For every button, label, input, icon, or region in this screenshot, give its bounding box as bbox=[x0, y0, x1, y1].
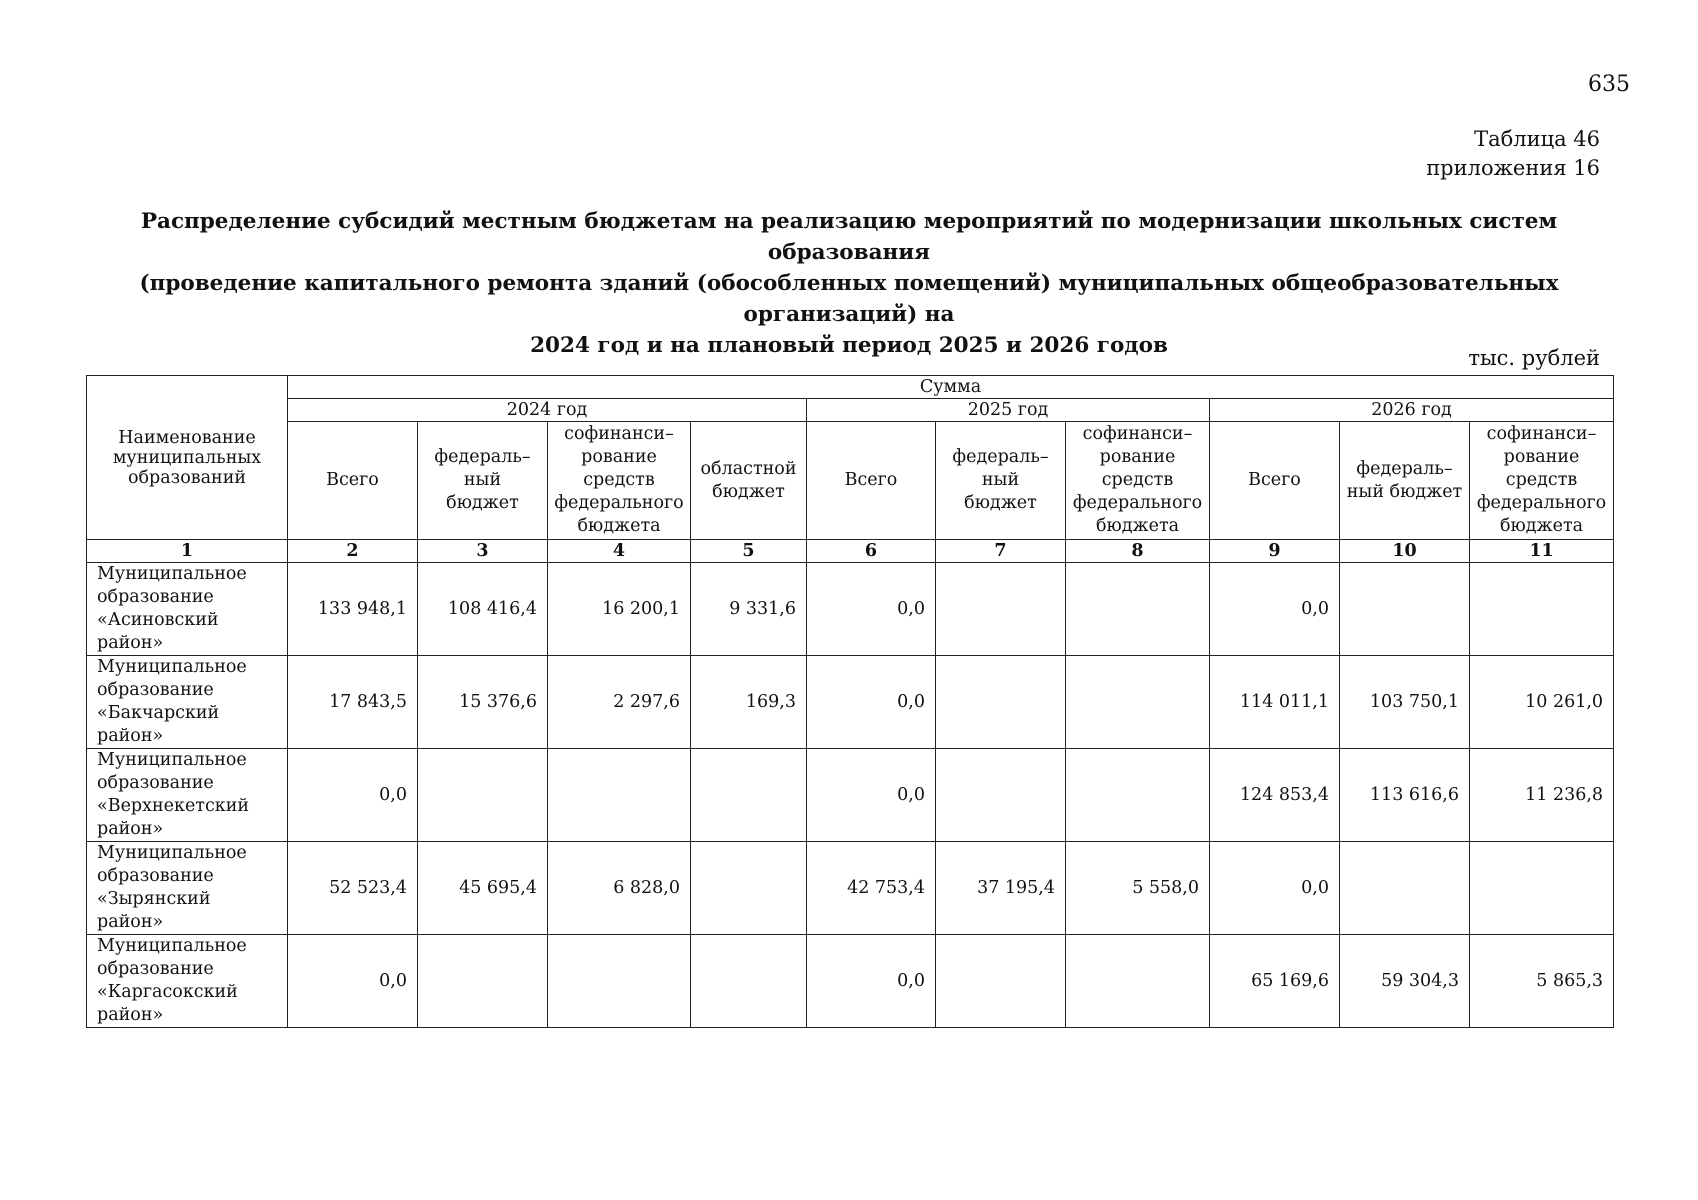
header-col-3 bbox=[418, 422, 548, 540]
name-line: Муниципальное bbox=[97, 843, 247, 863]
table-ref-line: приложения 16 bbox=[1426, 156, 1600, 180]
title-line: 2024 год и на плановый период 2025 и 2026 годов bbox=[530, 333, 1168, 358]
table-ref-line: Таблица 46 bbox=[1474, 127, 1600, 151]
value-cell bbox=[691, 935, 807, 1028]
subsidy-table bbox=[86, 375, 1614, 1028]
municipality-name bbox=[87, 935, 288, 1028]
value-cell bbox=[418, 749, 548, 842]
header-line: средств bbox=[1101, 470, 1174, 490]
municipality-name bbox=[87, 563, 288, 656]
units-label: тыс. рублей bbox=[1468, 346, 1600, 370]
header-line: образований bbox=[127, 467, 247, 488]
value-cell: 42 753,4 bbox=[807, 842, 936, 935]
value-cell bbox=[548, 935, 691, 1028]
value-cell: 37 195,4 bbox=[936, 842, 1066, 935]
table-row bbox=[87, 842, 1614, 935]
document-title bbox=[70, 206, 1628, 361]
name-line: Муниципальное bbox=[97, 936, 247, 956]
value-cell: 5 865,3 bbox=[1470, 935, 1614, 1028]
name-line: образование bbox=[97, 680, 214, 700]
header-line: ный bbox=[463, 470, 502, 490]
header-line: федераль– bbox=[434, 447, 531, 467]
column-number: 5 bbox=[691, 540, 807, 563]
header-line: Наименование bbox=[118, 427, 256, 448]
value-cell: 0,0 bbox=[1210, 842, 1340, 935]
column-number: 9 bbox=[1210, 540, 1340, 563]
name-line: «Верхнекетский bbox=[97, 796, 250, 816]
header-line: бюджета bbox=[1095, 516, 1180, 536]
name-line: образование bbox=[97, 866, 214, 886]
header-line: Всего bbox=[1248, 470, 1301, 490]
title-line: Распределение субсидий местным бюджетам на реализацию мероприятий по модернизации школьных систем образования bbox=[140, 209, 1558, 265]
value-cell: 113 616,6 bbox=[1340, 749, 1470, 842]
column-number: 1 bbox=[87, 540, 288, 563]
header-line: областной bbox=[700, 458, 797, 479]
header-line: бюджет bbox=[446, 493, 519, 513]
header-line: средств bbox=[583, 470, 655, 490]
header-line: бюджета bbox=[1499, 516, 1584, 536]
header-year-2026: 2026 год bbox=[1210, 399, 1614, 422]
header-row-columns bbox=[87, 422, 1614, 540]
header-line: рование bbox=[1099, 447, 1176, 467]
table-row bbox=[87, 656, 1614, 749]
value-cell bbox=[418, 935, 548, 1028]
header-col-6 bbox=[807, 422, 936, 540]
header-col-8 bbox=[1066, 422, 1210, 540]
header-col-9 bbox=[1210, 422, 1340, 540]
header-row-years bbox=[87, 399, 1614, 422]
value-cell: 9 331,6 bbox=[691, 563, 807, 656]
header-line: Всего bbox=[326, 470, 379, 490]
value-cell bbox=[691, 842, 807, 935]
value-cell: 5 558,0 bbox=[1066, 842, 1210, 935]
value-cell: 45 695,4 bbox=[418, 842, 548, 935]
column-number: 4 bbox=[548, 540, 691, 563]
value-cell: 108 416,4 bbox=[418, 563, 548, 656]
header-sum: Сумма bbox=[288, 376, 1614, 399]
header-line: софинанси– bbox=[564, 424, 674, 444]
value-cell: 0,0 bbox=[807, 935, 936, 1028]
header-line: федераль– bbox=[952, 447, 1049, 467]
value-cell: 0,0 bbox=[288, 749, 418, 842]
table-row bbox=[87, 563, 1614, 656]
column-number: 6 bbox=[807, 540, 936, 563]
header-col-7 bbox=[936, 422, 1066, 540]
municipality-name bbox=[87, 749, 288, 842]
name-line: «Бакчарский bbox=[97, 703, 220, 723]
value-cell bbox=[1066, 563, 1210, 656]
value-cell: 59 304,3 bbox=[1340, 935, 1470, 1028]
name-line: Муниципальное bbox=[97, 657, 247, 677]
value-cell bbox=[1470, 563, 1614, 656]
column-number: 10 bbox=[1340, 540, 1470, 563]
value-cell: 10 261,0 bbox=[1470, 656, 1614, 749]
header-col-5 bbox=[691, 422, 807, 540]
value-cell bbox=[1340, 842, 1470, 935]
name-line: «Асиновский bbox=[97, 610, 219, 630]
value-cell bbox=[548, 749, 691, 842]
name-line: образование bbox=[97, 959, 214, 979]
header-row-sum bbox=[87, 376, 1614, 399]
column-number: 11 bbox=[1470, 540, 1614, 563]
header-line: ный бюджет bbox=[1346, 481, 1463, 502]
value-cell: 52 523,4 bbox=[288, 842, 418, 935]
value-cell bbox=[936, 656, 1066, 749]
name-line: район» bbox=[97, 726, 164, 746]
value-cell: 133 948,1 bbox=[288, 563, 418, 656]
header-line: средств bbox=[1505, 470, 1578, 490]
value-cell bbox=[936, 563, 1066, 656]
name-line: Муниципальное bbox=[97, 750, 247, 770]
value-cell: 65 169,6 bbox=[1210, 935, 1340, 1028]
name-line: Муниципальное bbox=[97, 564, 247, 584]
header-line: бюджет bbox=[712, 481, 785, 502]
value-cell: 2 297,6 bbox=[548, 656, 691, 749]
value-cell bbox=[691, 749, 807, 842]
column-number: 7 bbox=[936, 540, 1066, 563]
table-reference bbox=[1300, 125, 1600, 183]
value-cell: 103 750,1 bbox=[1340, 656, 1470, 749]
name-line: образование bbox=[97, 773, 214, 793]
value-cell: 0,0 bbox=[807, 563, 936, 656]
name-line: «Зырянский район» bbox=[97, 889, 211, 932]
value-cell: 114 011,1 bbox=[1210, 656, 1340, 749]
header-col-2 bbox=[288, 422, 418, 540]
header-col-10 bbox=[1340, 422, 1470, 540]
value-cell: 0,0 bbox=[1210, 563, 1340, 656]
column-number: 2 bbox=[288, 540, 418, 563]
column-number: 8 bbox=[1066, 540, 1210, 563]
table-row bbox=[87, 935, 1614, 1028]
name-line: образование bbox=[97, 587, 214, 607]
value-cell bbox=[1066, 935, 1210, 1028]
name-line: район» bbox=[97, 1005, 164, 1025]
header-line: федераль– bbox=[1356, 458, 1453, 479]
header-line: федерального bbox=[554, 493, 684, 513]
header-name-cell bbox=[87, 376, 288, 540]
value-cell: 15 376,6 bbox=[418, 656, 548, 749]
value-cell: 17 843,5 bbox=[288, 656, 418, 749]
value-cell: 0,0 bbox=[807, 749, 936, 842]
value-cell: 6 828,0 bbox=[548, 842, 691, 935]
value-cell bbox=[1066, 656, 1210, 749]
value-cell bbox=[936, 749, 1066, 842]
title-line: (проведение капитального ремонта зданий (обособленных помещений) муниципальных общеобразовательных организаций) на bbox=[139, 271, 1559, 327]
header-row-numbers bbox=[87, 540, 1614, 563]
municipality-name bbox=[87, 842, 288, 935]
header-line: софинанси– bbox=[1486, 424, 1597, 444]
header-line: федерального bbox=[1072, 493, 1203, 513]
header-line: софинанси– bbox=[1082, 424, 1193, 444]
header-line: бюджета bbox=[577, 516, 661, 536]
header-line: рование bbox=[1503, 447, 1580, 467]
value-cell bbox=[1470, 842, 1614, 935]
header-line: муниципальных bbox=[112, 447, 262, 468]
value-cell: 0,0 bbox=[288, 935, 418, 1028]
header-year-2025: 2025 год bbox=[807, 399, 1210, 422]
header-line: федерального bbox=[1476, 493, 1607, 513]
value-cell: 169,3 bbox=[691, 656, 807, 749]
value-cell: 124 853,4 bbox=[1210, 749, 1340, 842]
header-line: ный bbox=[981, 470, 1020, 490]
header-line: рование bbox=[581, 447, 657, 467]
header-col-11 bbox=[1470, 422, 1614, 540]
value-cell bbox=[936, 935, 1066, 1028]
header-col-4 bbox=[548, 422, 691, 540]
name-line: «Каргасокский bbox=[97, 982, 238, 1002]
column-number: 3 bbox=[418, 540, 548, 563]
value-cell: 16 200,1 bbox=[548, 563, 691, 656]
value-cell bbox=[1340, 563, 1470, 656]
header-year-2024: 2024 год bbox=[288, 399, 807, 422]
name-line: район» bbox=[97, 819, 164, 839]
value-cell: 11 236,8 bbox=[1470, 749, 1614, 842]
value-cell bbox=[1066, 749, 1210, 842]
table-row bbox=[87, 749, 1614, 842]
page-number: 635 bbox=[1588, 72, 1630, 97]
header-line: бюджет bbox=[964, 493, 1037, 513]
name-line: район» bbox=[97, 633, 164, 653]
value-cell: 0,0 bbox=[807, 656, 936, 749]
municipality-name bbox=[87, 656, 288, 749]
header-line: Всего bbox=[844, 470, 898, 490]
